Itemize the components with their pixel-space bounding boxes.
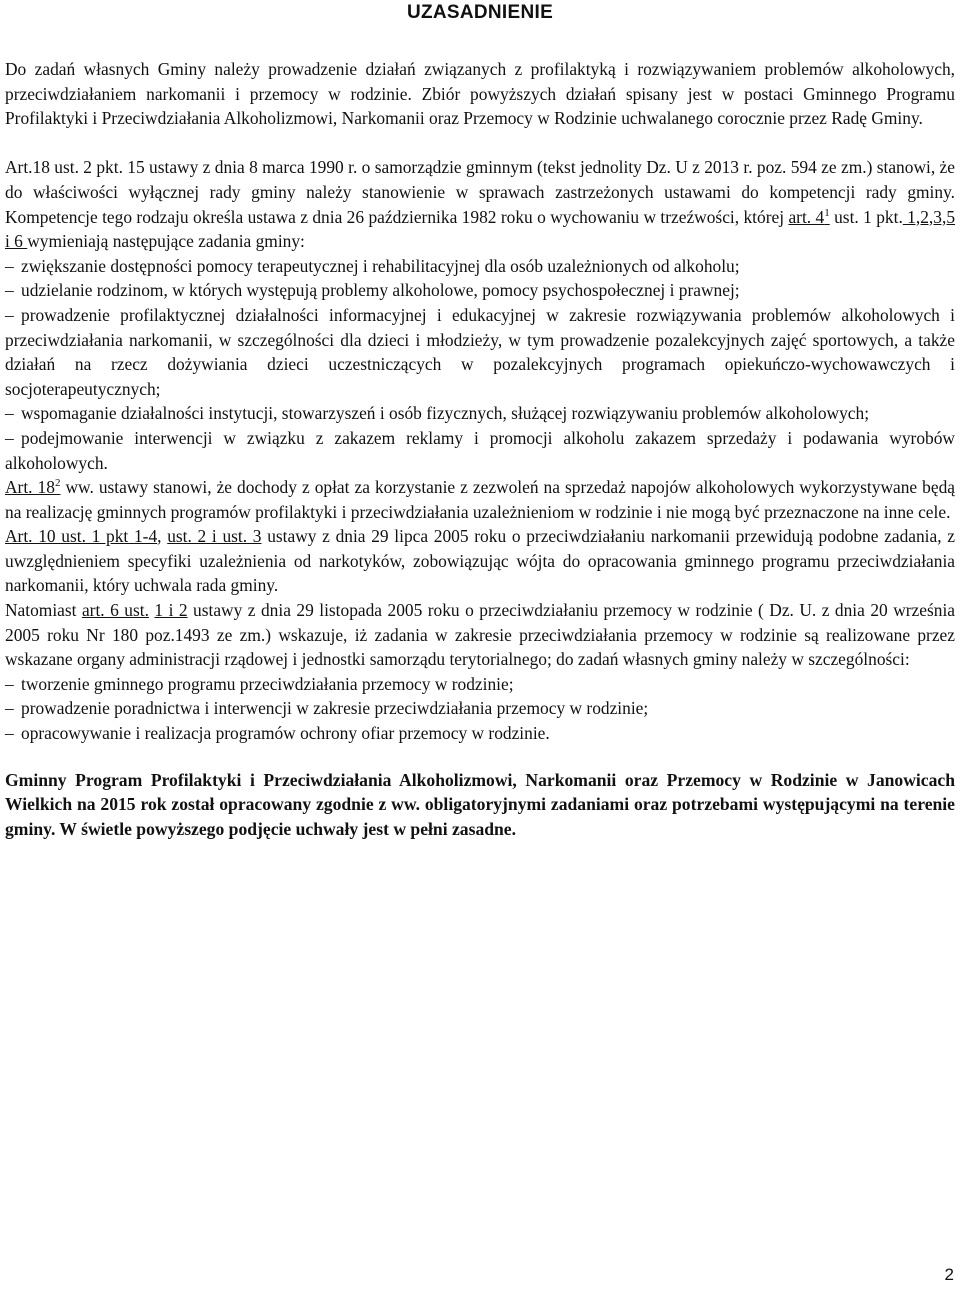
- art18-2-paragraph: [5, 475, 955, 524]
- art4-ust: ust. 1 pkt.: [829, 206, 903, 227]
- page-number: 2: [944, 1265, 954, 1284]
- art4-tail: wymieniają następujące zadania gminy:: [27, 231, 305, 252]
- list-item: – tworzenie gminnego programu przeciwdziałania przemocy w rodzinie;: [5, 673, 514, 694]
- conclusion-paragraph: Gminny Program Profilaktyki i Przeciwdziałania Alkoholizmowi, Narkomanii oraz Przemocy w Rodzinie w Janowicach Wielkich na 2015 rok został opracowany zgodnie z ww. obligatoryjnymi zadaniami oraz potrzebami występującymi na terenie gminy. W świetle powyższego podjęcie uchwały jest w pełni zasadne.: [5, 769, 955, 840]
- list-item: – prowadzenie poradnictwa i interwencji w zakresie przeciwdziałania przemocy w rodzinie;: [5, 698, 649, 719]
- list-item: – wspomaganie działalności instytucji, stowarzyszeń i osób fizycznych, służącej rozwiązywaniu problemów alkoholowych;: [5, 403, 870, 424]
- list-item: – prowadzenie profilaktycznej działalności informacyjnej i edukacyjnej w zakresie rozwiązywania problemów alkoholowych i przeciwdziałania narkomanii, w szczególności dla dzieci i młodzieży, w tym prowadzenie pozalekcyjnych zajęć sportowych, a także działań na rzecz dożywiania dzieci uczestniczących w pozalekcyjnych programach opiekuńczo-wychowawczych i socjoterapeutycznych;: [5, 304, 955, 399]
- document-page: [5, 0, 955, 1293]
- art18-text: Art.18 ust. 2 pkt. 15 ustawy z dnia 8 marca 1990 r. o samorządzie gminnym (tekst jednolity Dz. U z 2013 r. poz. 594 ze zm.) stanowi, że do właściwości wyłącznej rady gminy należy stanowienie w sprawach zastrzeżonych ustawami do kompetencji rady gminy. Kompetencje tego rodzaju określa ustawa z dnia 26 października 1982 roku o wychowaniu w trzeźwości, której: [5, 157, 955, 227]
- list-item: – udzielanie rodzinom, w których występują problemy alkoholowe, pomocy psychospołecznej i prawnej;: [5, 280, 740, 301]
- list-item: – opracowywanie i realizacja programów ochrony ofiar przemocy w rodzinie.: [5, 723, 550, 744]
- list-item: – podejmowanie interwencji w związku z zakazem reklamy i promocji alkoholu zakazem sprzedaży i podawania wyrobów alkoholowych.: [5, 427, 955, 473]
- art10-reference-1: Art. 10 ust. 1 pkt 1-4: [5, 526, 158, 547]
- spacer: [5, 131, 955, 156]
- art6-reference-2: 1 i 2: [154, 600, 188, 621]
- violence-tasks-list: [5, 672, 955, 746]
- art10-paragraph: Art. 10 ust. 1 pkt 1-4, ust. 2 i ust. 3 ustawy z dnia 29 lipca 2005 roku o przeciwdziałaniu narkomanii przewidują podobne zadania, z uwzględnieniem specyfiki uzależnienia od narkotyków, zobowiązując wójta do opracowania gminnego programu przeciwdziałania narkomanii, który uchwala rada gminy.: [5, 526, 955, 596]
- art4-reference: art. $4^1$: [788, 206, 830, 227]
- document-title: UZASADNIENIE: [406, 2, 554, 23]
- violence-paragraph: Natomiast art. 6 ust. 1 i 2 ustawy z dnia 29 listopada 2005 roku o przeciwdziałaniu przemocy w rodzinie ( Dz. U. z dnia 20 września 2005 roku Nr 180 poz.1493 ze zm.) wskazuje, iż zadania w zakresie przeciwdziałania przemocy w rodzinie są realizowane przez wskazane organy administracji rządowej i jednostki samorządu terytorialnego; do zadań własnych gminy należy w szczególności:: [5, 600, 955, 670]
- art18-2-reference: Art. $18^2$: [5, 477, 61, 498]
- art4-points: 1,2,3,5 i 6: [5, 206, 956, 252]
- art10-reference-2: ust. 2 i ust. 3: [167, 526, 262, 547]
- art18-2-text: ww. ustawy stanowi, że dochody z opłat za korzystanie z zezwoleń na sprzedaż napojów alkoholowych wykorzystywane będą na realizację gminnych programów profilaktyki i przeciwdziałania uzależnieniom w rodzinie i nie mogą być przeznaczone na inne cele.: [5, 477, 955, 522]
- art6-reference-1: art. 6 ust.: [81, 600, 149, 621]
- list-item: – zwiększanie dostępności pomocy terapeutycznej i rehabilitacyjnej dla osób uzależnionych od alkoholu;: [5, 255, 740, 276]
- art18-paragraph: [5, 155, 955, 253]
- gminy-tasks-list: [5, 254, 955, 475]
- violence-text: ustawy z dnia 29 listopada 2005 roku o przeciwdziałaniu przemocy w rodzinie ( Dz. U. z dnia 20 września 2005 roku Nr 180 poz.1493 ze zm.) wskazuje, iż zadania w zakresie przeciwdziałania przemocy w rodzinie są realizowane przez wskazane organy administracji rządowej i jednostki samorządu terytorialnego; do zadań własnych gminy należy w szczególności:: [5, 600, 955, 670]
- art10-text: ustawy z dnia 29 lipca 2005 roku o przeciwdziałaniu narkomanii przewidują podobne zadania, z uwzględnieniem specyfiki uzależnienia od narkotyków, zobowiązując wójta do opracowania gminnego programu przeciwdziałania narkomanii, który uchwala rada gminy.: [5, 526, 955, 596]
- intro-paragraph: Do zadań własnych Gminy należy prowadzenie działań związanych z profilaktyką i rozwiązywaniem problemów alkoholowych, przeciwdziałaniem narkomanii i przemocy w rodzinie. Zbiór powyższych działań spisany jest w postaci Gminnego Programu Profilaktyki i Przeciwdziałania Alkoholizmowi, Narkomanii oraz Przemocy w Rodzinie uchwalanego corocznie przez Radę Gminy.: [5, 59, 955, 129]
